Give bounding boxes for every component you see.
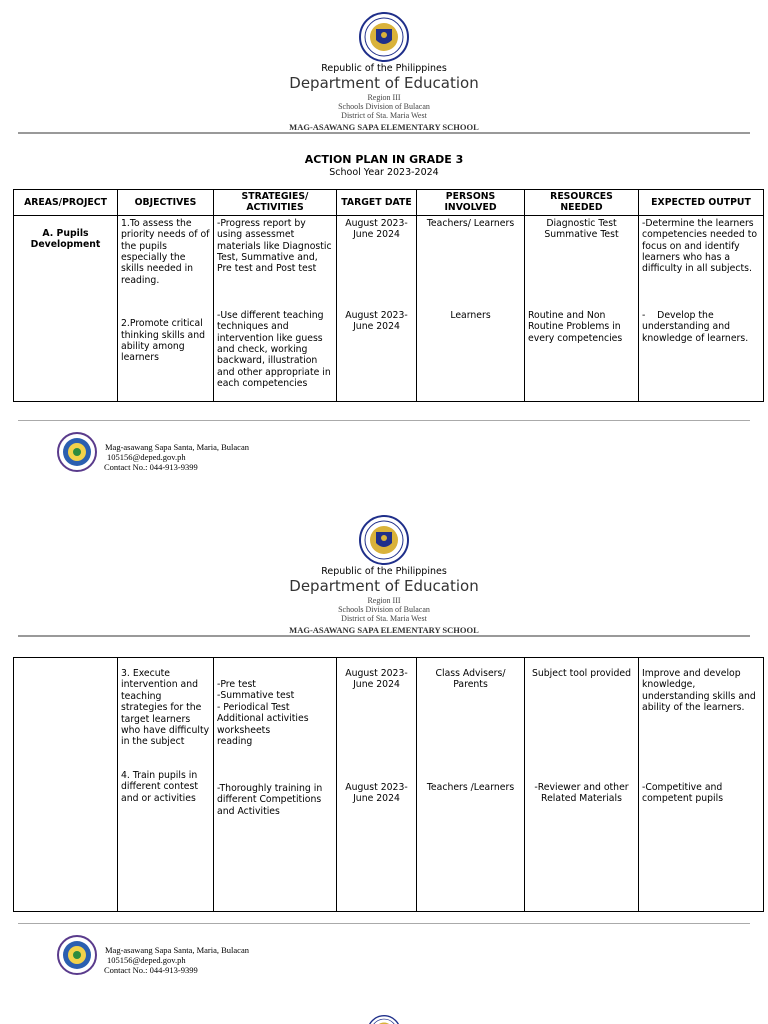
school-logo-icon bbox=[57, 432, 97, 472]
date-2: August 2023- June 2024 bbox=[345, 309, 408, 333]
objective-4: 4. Train pupils in different contest and or activities bbox=[121, 769, 198, 804]
objectives-cell bbox=[118, 658, 214, 912]
persons-2: Learners bbox=[450, 309, 491, 321]
strategies-cell bbox=[214, 658, 337, 912]
region-text: Region III bbox=[367, 596, 401, 605]
col-header-target-date: TARGET DATE bbox=[337, 190, 417, 216]
area-cell: A. Pupils Development bbox=[14, 215, 118, 401]
output-4: -Competitive and competent pupils bbox=[642, 782, 724, 805]
date-4: August 2023- June 2024 bbox=[345, 782, 408, 805]
footer-divider bbox=[18, 923, 750, 924]
date-3: August 2023- June 2024 bbox=[345, 668, 408, 691]
resources-cell bbox=[525, 215, 639, 401]
output-1: -Determine the learners competencies needed to focus on and identify learners who has a difficulty in all subjects. bbox=[642, 217, 758, 275]
action-plan-table-part-1 bbox=[13, 189, 764, 402]
strategy-2: -Use different teaching techniques and intervention like guess and check, working backward, illustration and other appropriate in each competencies bbox=[217, 309, 331, 390]
objectives-cell bbox=[118, 215, 214, 401]
footer-address: Mag-asawang Sapa Santa, Maria, Bulacan bbox=[105, 442, 249, 452]
resources-2: Routine and Non Routine Problems in every competencies bbox=[528, 309, 623, 344]
date-cell bbox=[337, 658, 417, 912]
objective-2: 2.Promote critical thinking skills and ability among learners bbox=[121, 318, 205, 364]
area-cell-empty bbox=[14, 658, 118, 912]
department-title: Department of Education bbox=[289, 74, 479, 92]
school-name: MAG-ASAWANG SAPA ELEMENTARY SCHOOL bbox=[289, 122, 479, 132]
table-header-row bbox=[14, 190, 764, 216]
col-header-persons: PERSONS INVOLVED bbox=[417, 190, 525, 216]
division-text: Schools Division of Bulacan bbox=[338, 102, 430, 111]
persons-cell bbox=[417, 215, 525, 401]
col-header-resources: RESOURCES NEEDED bbox=[525, 190, 639, 216]
objective-1: 1.To assess the priority needs of of the pupils especially the skills needed in reading. bbox=[121, 217, 210, 286]
table-row bbox=[14, 658, 764, 912]
district-text: District of Sta. Maria West bbox=[341, 111, 427, 120]
strategy-3: -Pre test -Summative test - Periodical Test Additional activities worksheets reading bbox=[217, 679, 309, 748]
persons-4: Teachers /Learners bbox=[426, 782, 515, 793]
footer-info bbox=[105, 945, 249, 975]
output-2: - Develop the understanding and knowledge of learners. bbox=[642, 309, 749, 344]
resources-3: Subject tool provided bbox=[531, 668, 632, 679]
resources-4: -Reviewer and other Related Materials bbox=[534, 782, 629, 805]
resources-cell bbox=[525, 658, 639, 912]
persons-3: Class Advisers/ Parents bbox=[435, 668, 506, 691]
strategy-4: -Thoroughly training in different Competitions and Activities bbox=[217, 783, 323, 817]
strategies-cell bbox=[214, 215, 337, 401]
footer-email: 105156@deped.gov.ph bbox=[107, 955, 186, 965]
footer-info bbox=[105, 442, 249, 472]
resources-1: Diagnostic Test Summative Test bbox=[544, 217, 619, 241]
objective-3: 3. Execute intervention and teaching strategies for the target learners who have difficulty in the subject bbox=[121, 668, 210, 748]
deped-seal-icon bbox=[359, 12, 409, 62]
school-logo-icon bbox=[57, 935, 97, 975]
department-title: Department of Education bbox=[289, 577, 479, 595]
col-header-output: EXPECTED OUTPUT bbox=[639, 190, 764, 216]
output-3: Improve and develop knowledge, understanding skills and ability of the learners. bbox=[642, 668, 756, 714]
date-1: August 2023- June 2024 bbox=[345, 217, 408, 241]
footer-contact: Contact No.: 044-913-9399 bbox=[104, 965, 198, 975]
school-name: MAG-ASAWANG SAPA ELEMENTARY SCHOOL bbox=[289, 625, 479, 635]
strategy-1: -Progress report by using assessmet materials like Diagnostic Test, Summative and, Pre test and Post test bbox=[217, 217, 332, 275]
district-text: District of Sta. Maria West bbox=[341, 614, 427, 623]
region-text: Region III bbox=[367, 93, 401, 102]
output-cell bbox=[639, 658, 764, 912]
footer-contact: Contact No.: 044-913-9399 bbox=[104, 462, 198, 472]
persons-1: Teachers/ Learners bbox=[426, 217, 515, 229]
footer-divider bbox=[18, 420, 750, 421]
footer-email: 105156@deped.gov.ph bbox=[107, 452, 186, 462]
division-text: Schools Division of Bulacan bbox=[338, 605, 430, 614]
document-title: ACTION PLAN IN GRADE 3 bbox=[304, 153, 464, 166]
output-cell bbox=[639, 215, 764, 401]
header-divider bbox=[18, 132, 750, 134]
persons-cell bbox=[417, 658, 525, 912]
action-plan-table-part-2 bbox=[13, 657, 764, 912]
col-header-areas: AREAS/PROJECT bbox=[14, 190, 118, 216]
date-cell bbox=[337, 215, 417, 401]
header-divider bbox=[18, 635, 750, 637]
republic-text: Republic of the Philippines bbox=[321, 63, 447, 74]
republic-text: Republic of the Philippines bbox=[321, 566, 447, 577]
col-header-objectives: OBJECTIVES bbox=[118, 190, 214, 216]
next-page-seal-icon bbox=[367, 1015, 401, 1024]
table-row bbox=[14, 215, 764, 401]
school-year: School Year 2023-2024 bbox=[329, 167, 439, 178]
col-header-strategies: STRATEGIES/ ACTIVITIES bbox=[214, 190, 337, 216]
deped-seal-icon bbox=[359, 515, 409, 565]
footer-address: Mag-asawang Sapa Santa, Maria, Bulacan bbox=[105, 945, 249, 955]
